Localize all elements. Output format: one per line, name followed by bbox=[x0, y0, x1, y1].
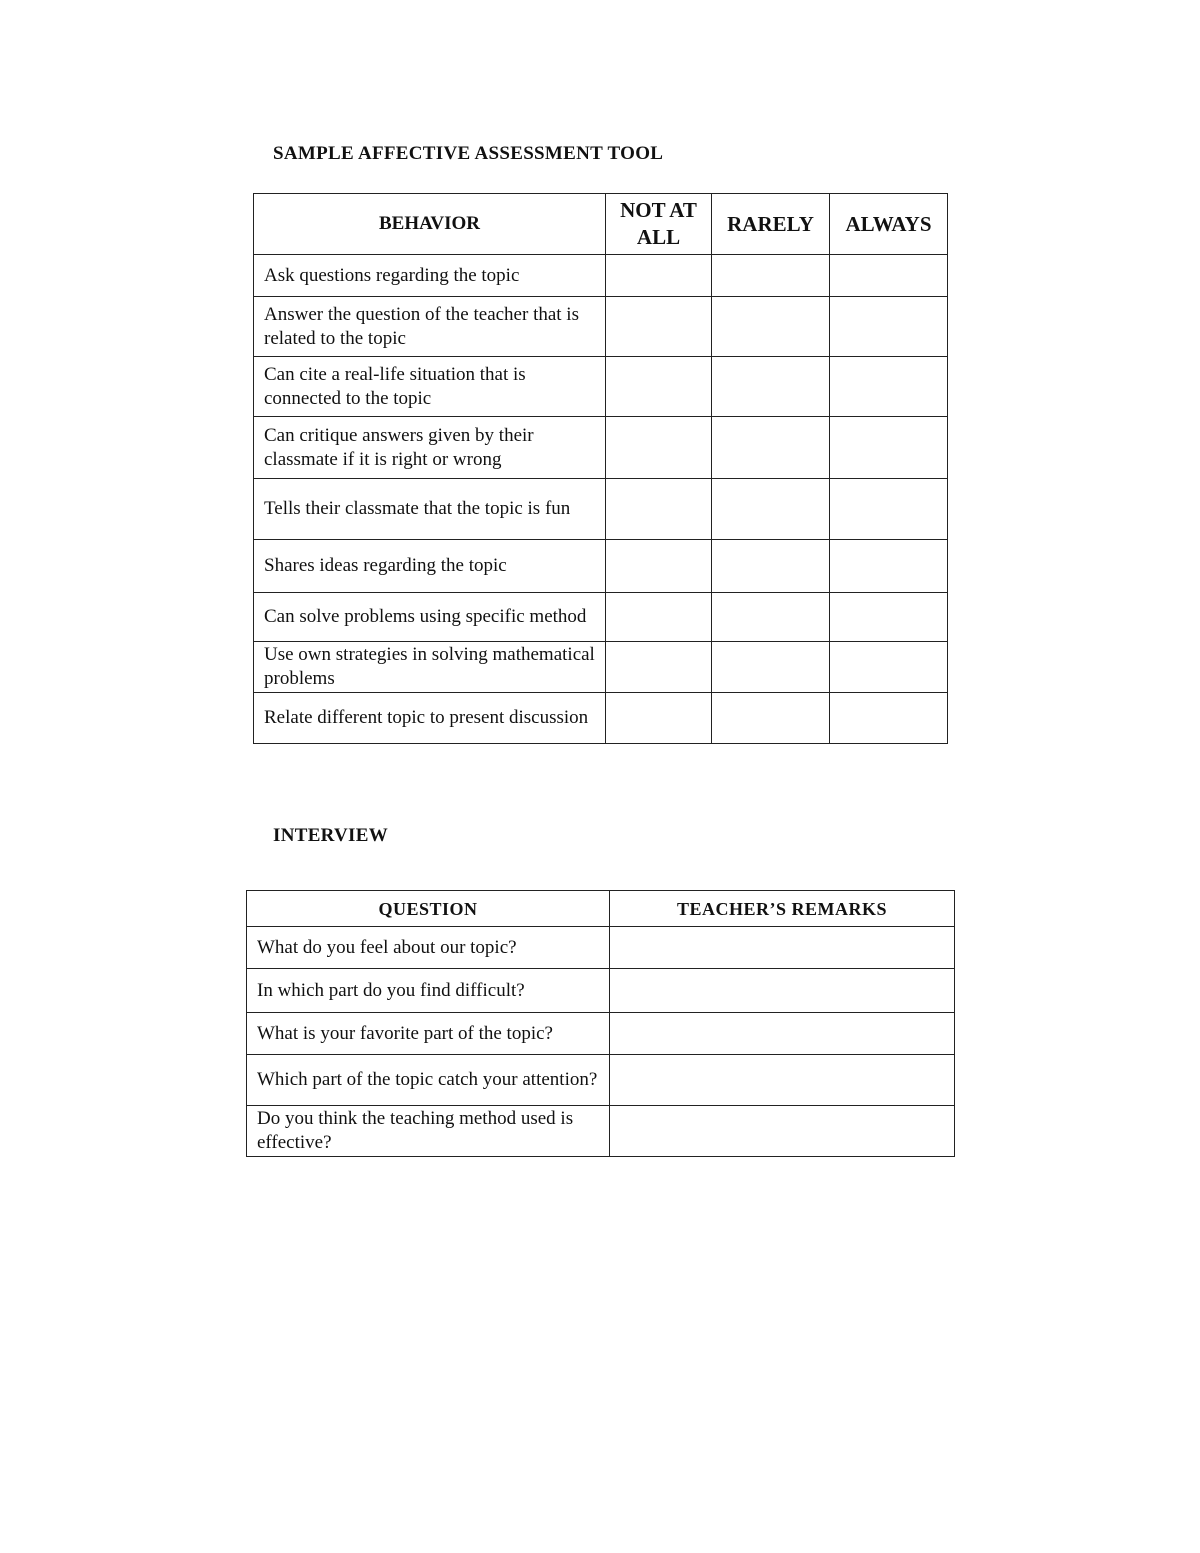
rating-cell[interactable] bbox=[606, 297, 712, 357]
rating-cell[interactable] bbox=[712, 593, 830, 642]
rating-cell[interactable] bbox=[830, 693, 948, 744]
table-row bbox=[254, 357, 948, 417]
column-header: BEHAVIOR bbox=[254, 194, 606, 255]
question-cell: Do you think the teaching method used is effective? bbox=[247, 1106, 610, 1157]
remarks-cell[interactable] bbox=[610, 1013, 955, 1055]
rating-cell[interactable] bbox=[712, 642, 830, 693]
assessment-table bbox=[253, 193, 948, 744]
rating-cell[interactable] bbox=[606, 255, 712, 297]
question-cell: What is your favorite part of the topic? bbox=[247, 1013, 610, 1055]
assessment-title: SAMPLE AFFECTIVE ASSESSMENT TOOL bbox=[273, 143, 664, 164]
rating-cell[interactable] bbox=[606, 357, 712, 417]
column-header: NOT AT ALL bbox=[606, 194, 712, 255]
rating-cell[interactable] bbox=[606, 540, 712, 593]
question-cell: In which part do you find difficult? bbox=[247, 969, 610, 1013]
table-row bbox=[247, 1106, 955, 1157]
behavior-cell: Tells their classmate that the topic is fun bbox=[254, 479, 606, 540]
rating-cell[interactable] bbox=[606, 693, 712, 744]
rating-cell[interactable] bbox=[830, 479, 948, 540]
question-cell: Which part of the topic catch your attention? bbox=[247, 1055, 610, 1106]
table-row bbox=[254, 593, 948, 642]
rating-cell[interactable] bbox=[712, 297, 830, 357]
behavior-cell: Answer the question of the teacher that is related to the topic bbox=[254, 297, 606, 357]
behavior-cell: Shares ideas regarding the topic bbox=[254, 540, 606, 593]
rating-cell[interactable] bbox=[830, 357, 948, 417]
rating-cell[interactable] bbox=[606, 417, 712, 479]
table-row bbox=[254, 540, 948, 593]
column-header: RARELY bbox=[712, 194, 830, 255]
behavior-cell: Relate different topic to present discussion bbox=[254, 693, 606, 744]
rating-cell[interactable] bbox=[830, 255, 948, 297]
rating-cell[interactable] bbox=[830, 297, 948, 357]
column-header: ALWAYS bbox=[830, 194, 948, 255]
rating-cell[interactable] bbox=[712, 693, 830, 744]
rating-cell[interactable] bbox=[606, 479, 712, 540]
rating-cell[interactable] bbox=[830, 593, 948, 642]
table-row bbox=[254, 297, 948, 357]
column-header: TEACHER’S REMARKS bbox=[610, 891, 955, 927]
rating-cell[interactable] bbox=[830, 417, 948, 479]
table-row bbox=[254, 642, 948, 693]
table-row bbox=[247, 969, 955, 1013]
question-cell: What do you feel about our topic? bbox=[247, 927, 610, 969]
remarks-cell[interactable] bbox=[610, 927, 955, 969]
interview-table bbox=[246, 890, 955, 1157]
behavior-cell: Use own strategies in solving mathematical problems bbox=[254, 642, 606, 693]
rating-cell[interactable] bbox=[830, 642, 948, 693]
table-row bbox=[254, 479, 948, 540]
rating-cell[interactable] bbox=[830, 540, 948, 593]
behavior-cell: Can solve problems using specific method bbox=[254, 593, 606, 642]
rating-cell[interactable] bbox=[712, 540, 830, 593]
remarks-cell[interactable] bbox=[610, 969, 955, 1013]
remarks-cell[interactable] bbox=[610, 1055, 955, 1106]
table-row bbox=[254, 693, 948, 744]
rating-cell[interactable] bbox=[712, 417, 830, 479]
table-row bbox=[247, 927, 955, 969]
rating-cell[interactable] bbox=[712, 255, 830, 297]
behavior-cell: Can cite a real-life situation that is connected to the topic bbox=[254, 357, 606, 417]
interview-title: INTERVIEW bbox=[273, 825, 389, 846]
behavior-cell: Ask questions regarding the topic bbox=[254, 255, 606, 297]
behavior-cell: Can critique answers given by their classmate if it is right or wrong bbox=[254, 417, 606, 479]
table-row bbox=[247, 1013, 955, 1055]
rating-cell[interactable] bbox=[712, 479, 830, 540]
table-row bbox=[247, 1055, 955, 1106]
rating-cell[interactable] bbox=[712, 357, 830, 417]
rating-cell[interactable] bbox=[606, 593, 712, 642]
remarks-cell[interactable] bbox=[610, 1106, 955, 1157]
column-header: QUESTION bbox=[247, 891, 610, 927]
rating-cell[interactable] bbox=[606, 642, 712, 693]
table-row bbox=[254, 417, 948, 479]
table-row bbox=[254, 255, 948, 297]
